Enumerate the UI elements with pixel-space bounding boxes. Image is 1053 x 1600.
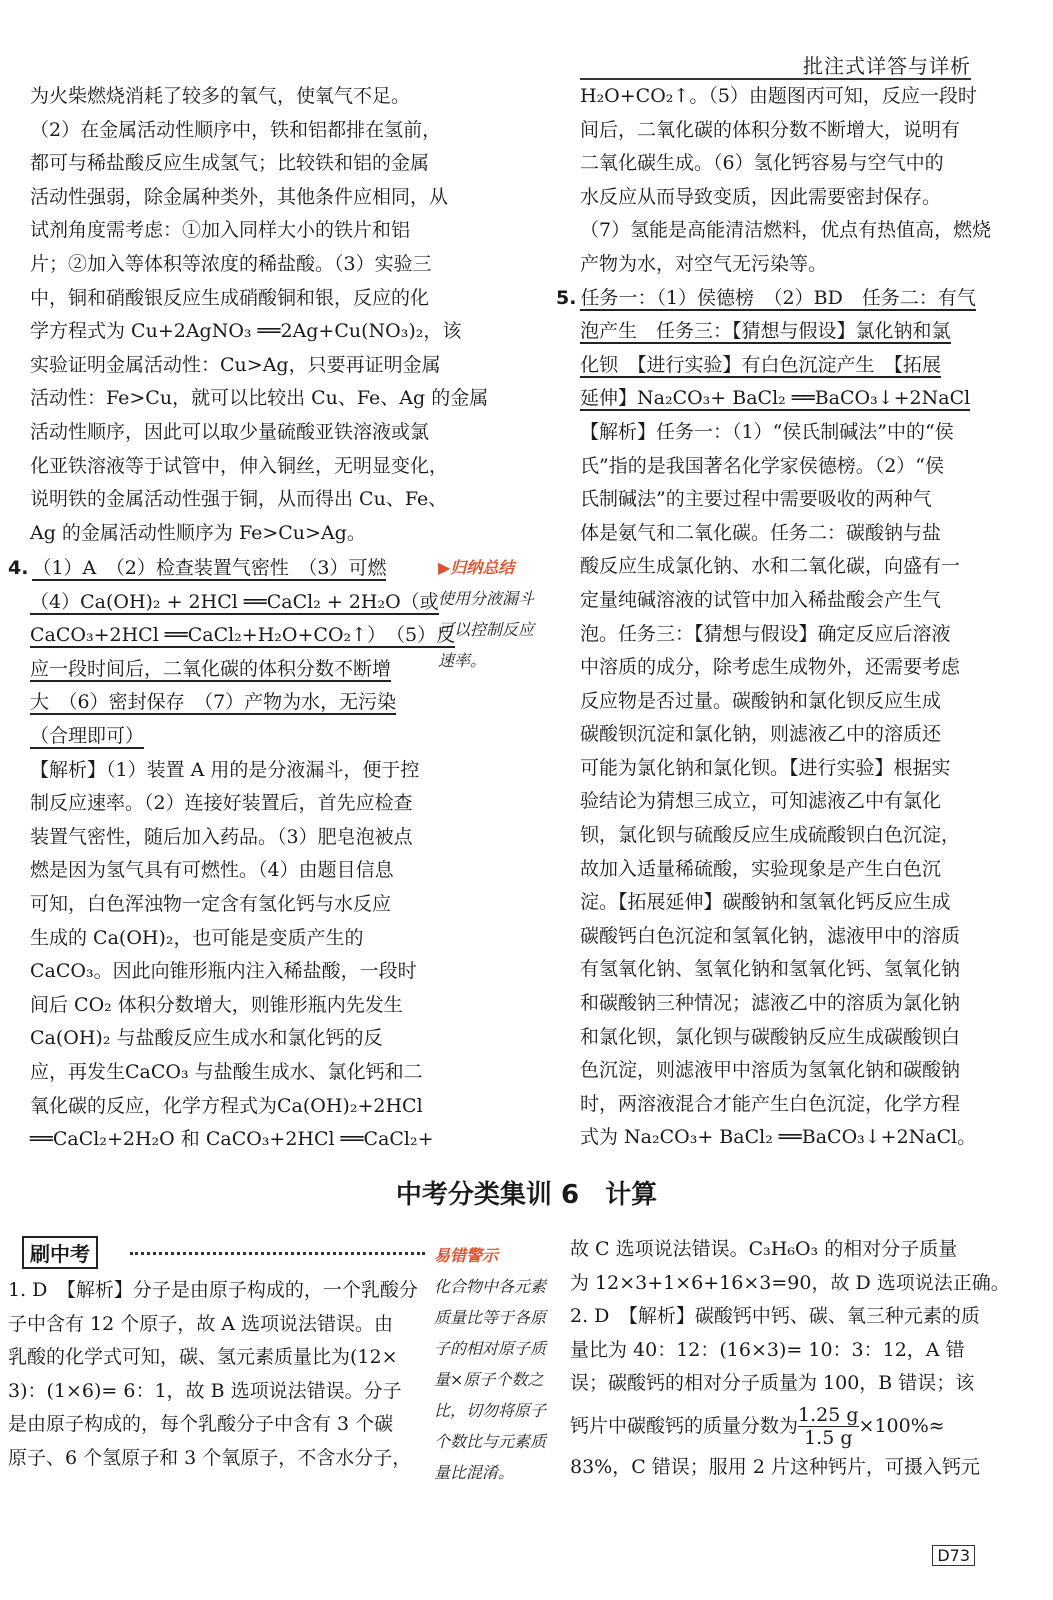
text-line: 都可与稀盐酸反应生成氢气；比较铁和铝的金属 (30, 152, 430, 175)
analysis-line: 【解析】（1）装置 A 用的是分液漏斗，便于控 (30, 758, 420, 781)
analysis-line: 泡。任务三：【猜想与假设】确定反应后溶液 (580, 622, 951, 645)
text-line: 间后，二氧化碳的体积分数不断增大，说明有 (580, 118, 961, 141)
analysis-line: 氧化碳的反应，化学方程式为Ca(OH)₂+2HCl (30, 1094, 423, 1117)
text-line: 活动性顺序，因此可以取少量硫酸亚铁溶液或氯 (30, 420, 430, 443)
text-line: （2）在金属活动性顺序中，铁和铝都排在氢前， (30, 118, 442, 141)
analysis-line: 淀。【拓展延伸】碳酸钠和氢氧化钙反应生成 (580, 891, 951, 914)
text-line: Ag 的金属活动性顺序为 Fe>Cu>Ag。 (30, 521, 366, 544)
sidenote-line: 比，切勿将原子 (434, 1401, 547, 1420)
fraction-denominator: 1.5 g (804, 1427, 853, 1450)
text-line: 乳酸的化学式可知，碳、氢元素质量比为(12× (8, 1346, 398, 1369)
text-line: 量比为 40：12：(16×3)= 10：3：12，A 错 (570, 1338, 965, 1361)
text-line: 83%，C 错误；服用 2 片这种钙片，可摄入钙元 (570, 1455, 980, 1478)
sidenote-error-warning (434, 1240, 546, 1488)
sidenote-line: 量比混淆。 (434, 1463, 515, 1482)
analysis-line: 碳酸钡沉淀和氯化钠，则滤液乙中的溶质还 (580, 723, 942, 746)
sidenote-tag: ▶归纳总结 (438, 558, 515, 577)
sidenote-line: 子的相对原子质 (434, 1339, 547, 1358)
analysis-line: 定量纯碱溶液的试管中加入稀盐酸会产生气 (580, 588, 942, 611)
text-line: 产物为水，对空气无污染等。 (580, 252, 828, 275)
text-line: 活动性：Fe>Cu，就可以比较出 Cu、Fe、Ag 的金属 (30, 387, 489, 410)
header-title: 批注式详答与详析 (803, 54, 971, 78)
analysis-line: 和碳酸钠三种情况；滤液乙中的溶质为氯化钠 (580, 992, 961, 1015)
answer-line (580, 382, 975, 416)
answer-line (580, 349, 975, 383)
question-number: 5. (556, 286, 577, 309)
analysis-line: 和氯化钡，氯化钡与碳酸钠反应生成碳酸钡白 (580, 1025, 961, 1048)
analysis-line: 时，两溶液混合才能产生白色沉淀，化学方程 (580, 1092, 961, 1115)
text-line: 化亚铁溶液等于试管中，伸入铜丝，无明显变化， (30, 454, 449, 477)
analysis-line: 可知，白色浑浊物一定含有氢化钙与水反应 (30, 892, 392, 915)
analysis-line: 反应物是否过量。碳酸钠和氯化钡反应生成 (580, 689, 942, 712)
analysis-line: 应，再发生CaCO₃ 与盐酸生成水、氯化钙和二 (30, 1060, 423, 1083)
answer-text: （4）Ca(OH)₂ + 2HCl ══CaCl₂ + 2H₂O（或 (30, 590, 439, 613)
analysis-line: 式为 Na₂CO₃+ BaCl₂ ══BaCO₃↓+2NaCl。 (580, 1126, 977, 1149)
page-number: D73 (932, 1545, 975, 1566)
text-line: 二氧化碳生成。（6）氢化钙容易与空气中的 (580, 152, 944, 175)
answer-text: 大 （6）密封保存 （7）产物为水，无污染 (30, 691, 397, 714)
analysis-line: 【解析】任务一：（1）“侯氏制碱法”中的“侯 (580, 420, 954, 443)
analysis-line: 钡，氯化钡与硫酸反应生成硫酸钡白色沉淀， (580, 824, 961, 847)
analysis-line: 有氢氧化钠、氢氧化钠和氢氧化钙、氢氧化钠 (580, 958, 961, 981)
analysis-line: 燃是因为氢气具有可燃性。（4）由题目信息 (30, 859, 394, 882)
analysis-line: 色沉淀，则滤液甲中溶质为氢氧化钠和碳酸钠 (580, 1059, 961, 1082)
analysis-line: 中溶质的成分，除考虑生成物外，还需要考虑 (580, 656, 961, 679)
answer-text: （合理即可） (30, 724, 145, 747)
text-line: 3)：(1×6)= 6：1，故 B 选项说法错误。分子 (8, 1379, 402, 1402)
text-line: 故 C 选项说法错误。C₃H₆O₃ 的相对分子质量 (570, 1238, 958, 1260)
answer-line (8, 552, 428, 586)
analysis-line: ══CaCl₂+2H₂O 和 CaCO₃+2HCl ══CaCl₂+ (30, 1128, 434, 1151)
answer-line (580, 315, 975, 349)
analysis-line: 验结论为猜想三成立，可知滤液乙中有氯化 (580, 790, 942, 813)
text-line: H₂O+CO₂↑。（5）由题图丙可知，反应一段时 (580, 85, 977, 107)
analysis-line: 生成的 Ca(OH)₂，也可能是变质产生的 (30, 926, 364, 949)
sidenote-summary (438, 552, 534, 676)
answer-text: 任务一：（1）侯德榜 （2）BD 任务二：有气 (580, 286, 976, 309)
fraction-numerator: 1.25 g (798, 1404, 859, 1427)
dotted-divider (130, 1240, 425, 1255)
analysis-line: 间后 CO₂ 体积分数增大，则锥形瓶内先发生 (30, 993, 403, 1016)
text-line: 说明铁的金属活动性强于铜，从而得出 Cu、Fe、 (30, 488, 448, 511)
answer-text: （1）A （2）检查装置气密性 （3）可燃 (32, 557, 387, 579)
analysis-line: 故加入适量稀硫酸，实验现象是产生白色沉 (580, 857, 942, 880)
sidenote-line: 使用分液漏斗 (438, 589, 535, 608)
text-line: 子中含有 12 个原子，故 A 选项说法错误。由 (8, 1312, 394, 1335)
answer-2 (570, 1233, 1010, 1485)
answer-line (8, 686, 428, 720)
question-number: 4. (8, 557, 29, 579)
sidenote-line: 质量比等于各原 (434, 1308, 547, 1327)
sidenote-line: 量×原子个数之 (434, 1370, 544, 1389)
calc-line (570, 1401, 970, 1451)
text-line: 为 12×3+1×6+16×3=90，故 D 选项说法正确。 (570, 1271, 1010, 1294)
sidenote-line: 个数比与元素质 (434, 1432, 547, 1451)
text-line: （7）氢能是高能清洁燃料，优点有热值高，燃烧 (580, 219, 992, 242)
text-line: 2. D 【解析】碳酸钙中钙、碳、氧三种元素的质 (570, 1305, 980, 1328)
shua-zhongkao-label: 刷中考 (22, 1236, 98, 1269)
fraction (798, 1404, 859, 1449)
analysis-line: 酸反应生成氯化钠、水和二氧化碳，向盛有一 (580, 555, 961, 578)
text-line: 学方程式为 Cu+2AgNO₃ ══2Ag+Cu(NO₃)₂，该 (30, 320, 462, 343)
answer-line (556, 282, 975, 316)
text-line: 片；②加入等体积等浓度的稀盐酸。（3）实验三 (30, 252, 432, 275)
text-line: 是由原子构成的，每个乳酸分子中含有 3 个碳 (8, 1413, 394, 1436)
answer-line (8, 720, 428, 754)
text-line: 误；碳酸钙的相对分子质量为 100，B 错误；该 (570, 1372, 975, 1395)
answer-line (8, 653, 428, 687)
text-line: 中，铜和硝酸银反应生成硝酸铜和银，反应的化 (30, 286, 430, 309)
analysis-line: 氏制碱法”的主要过程中需要吸收的两种气 (580, 488, 932, 511)
analysis-line: 制反应速率。（2）连接好装置后，首先应检查 (30, 792, 413, 815)
analysis-line: 碳酸钙白色沉淀和氢氧化钠，滤液甲中的溶质 (580, 924, 961, 947)
left-column (30, 80, 489, 550)
answer-text: 延伸】Na₂CO₃+ BaCl₂ ══BaCO₃↓+2NaCl (580, 387, 971, 410)
sidenote-line: 速率。 (438, 651, 487, 670)
text-line: 试剂角度需考虑：①加入同样大小的铁片和铝 (30, 219, 411, 242)
text-line: 原子、6 个氢原子和 3 个氧原子，不含水分子， (8, 1446, 412, 1469)
analysis-line: 体是氨气和二氧化碳。任务二：碳酸钠与盐 (580, 521, 942, 544)
analysis-line: 氏”指的是我国著名化学家侯德榜。（2）“侯 (580, 454, 945, 477)
text-line: 1. D 【解析】分子是由原子构成的，一个乳酸分 (8, 1279, 418, 1301)
answer-text: 泡产生 任务三：【猜想与假设】氯化钠和氯 (580, 320, 951, 343)
question-4 (8, 552, 456, 1157)
calc-prefix: 钙片中碳酸钙的质量分数为 (570, 1414, 799, 1437)
analysis-line: 可能为氯化钠和氯化钡。【进行实验】根据实 (580, 756, 951, 779)
answer-text: CaCO₃+2HCl ══CaCl₂+H₂O+CO₂↑） （5）反 (30, 624, 456, 647)
answer-text: 应一段时间后，二氧化碳的体积分数不断增 (30, 657, 392, 680)
section-title: 中考分类集训 6 计算 (395, 1180, 658, 1210)
text-line: 水反应从而导致变质，因此需要密封保存。 (580, 185, 942, 208)
right-column (556, 80, 992, 1155)
calc-suffix: ×100%≈ (858, 1414, 945, 1437)
analysis-line: CaCO₃。因此向锥形瓶内注入稀盐酸，一段时 (30, 960, 417, 983)
answer-line (8, 586, 439, 620)
analysis-line: 装置气密性，随后加入药品。（3）肥皂泡被点 (30, 825, 413, 848)
answer-1 (8, 1274, 428, 1476)
sidenote-line: 可以控制反应 (438, 620, 535, 639)
answer-line (8, 619, 456, 653)
sidenote-line: 化合物中各元素 (434, 1277, 547, 1296)
text-line: 实验证明金属活动性：Cu>Ag，只要再证明金属 (30, 353, 441, 376)
sidenote-tag: 易错警示 (434, 1246, 499, 1265)
analysis-line: Ca(OH)₂ 与盐酸反应生成水和氯化钙的反 (30, 1027, 383, 1050)
text-line: 为火柴燃烧消耗了较多的氧气，使氧气不足。 (30, 85, 411, 107)
answer-text: 化钡 【进行实验】有白色沉淀产生 【拓展 (580, 353, 942, 376)
text-line: 活动性强弱，除金属种类外，其他条件应相同，从 (30, 185, 449, 208)
